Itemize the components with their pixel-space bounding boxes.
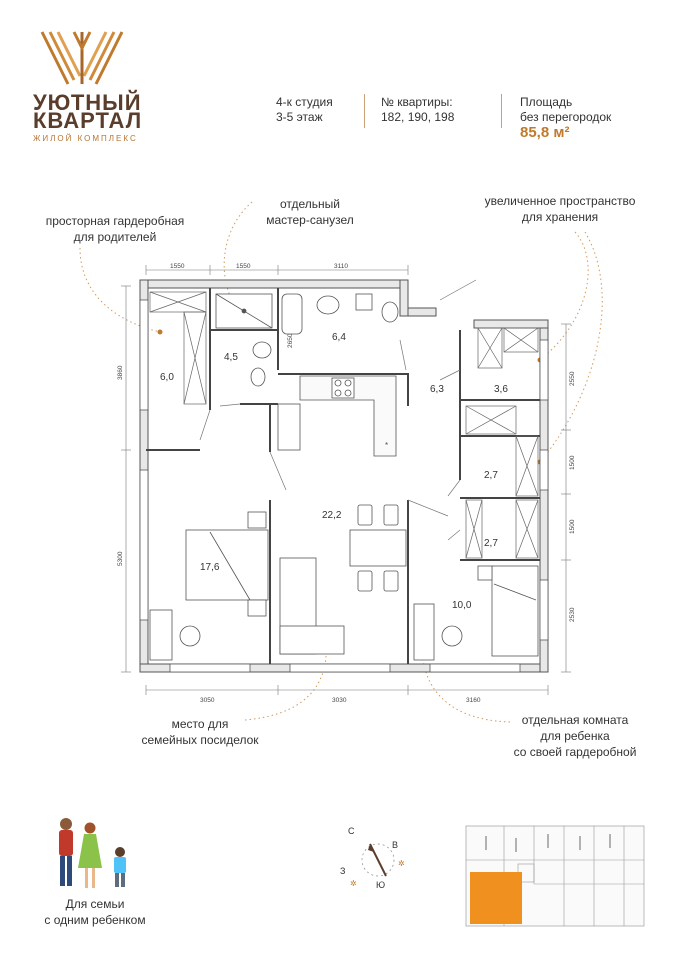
leader-storage-2 bbox=[540, 232, 602, 462]
sun-icon: ✲ bbox=[398, 859, 405, 868]
dim-bottom-3: 3160 bbox=[466, 697, 481, 704]
internal-walls bbox=[146, 288, 540, 664]
dining-set bbox=[350, 505, 406, 591]
windows bbox=[140, 300, 548, 672]
dim-right-4: 2530 bbox=[569, 607, 576, 622]
sink-icon bbox=[253, 342, 271, 358]
room-area-child-room: 10,0 bbox=[452, 600, 472, 611]
dim-bottom-2: 3030 bbox=[332, 697, 347, 704]
room-area-closet-1: 2,7 bbox=[484, 470, 498, 481]
apartment-number-label: № квартиры: bbox=[381, 95, 453, 109]
child-nightstand bbox=[478, 566, 492, 580]
room-area-wardrobe: 6,0 bbox=[160, 372, 174, 383]
sun-icon-2: ✲ bbox=[350, 879, 357, 888]
dim-bottom-1: 3050 bbox=[200, 697, 215, 704]
callout-wardrobe-line1: просторная гардеробная bbox=[45, 214, 185, 228]
master-bed bbox=[186, 512, 268, 616]
room-area-master-bath: 4,5 bbox=[224, 352, 238, 363]
sofa bbox=[280, 558, 344, 654]
father-figure bbox=[59, 818, 73, 886]
dim-left-2: 5300 bbox=[117, 551, 124, 566]
callout-family-line2: семейных посиделок bbox=[141, 733, 259, 747]
toilet-icon bbox=[251, 368, 265, 386]
family-caption-line2: с одним ребенком bbox=[44, 913, 146, 927]
svg-text:*: * bbox=[385, 441, 389, 450]
brand-line2: КВАРТАЛ bbox=[33, 108, 143, 133]
apartment-type-label: 4-к студия bbox=[276, 95, 333, 109]
child-figure bbox=[114, 847, 126, 887]
callout-wardrobe-line2: для родителей bbox=[73, 230, 157, 244]
brand-line1: УЮТНЫЙ bbox=[33, 90, 142, 115]
dim-right-2: 1500 bbox=[569, 455, 576, 470]
toilet-icon-2 bbox=[382, 302, 398, 322]
room-area-hall: 6,3 bbox=[430, 384, 444, 395]
dim-right-3: 1500 bbox=[569, 519, 576, 534]
callout-storage-line2: для хранения bbox=[521, 210, 599, 224]
apartment-number-values: 182, 190, 198 bbox=[381, 110, 455, 124]
sink-icon-2 bbox=[317, 296, 339, 314]
parent-chair bbox=[180, 626, 200, 646]
compass bbox=[334, 822, 414, 892]
compass-south: Ю bbox=[376, 880, 386, 890]
dim-top-1: 1550 bbox=[170, 263, 185, 270]
dining-table bbox=[350, 530, 406, 566]
room-area-master-bedroom: 17,6 bbox=[200, 562, 220, 573]
bathtub-icon bbox=[282, 294, 302, 334]
compass-north: С bbox=[348, 826, 355, 836]
brand-subtitle: ЖИЛОЙ КОМПЛЕКС bbox=[33, 134, 138, 143]
building-minimap bbox=[464, 824, 648, 930]
area-label-1: Площадь bbox=[520, 95, 573, 109]
washing-machine-icon bbox=[356, 294, 372, 310]
family-caption-line1: Для семьи bbox=[65, 897, 125, 911]
nightstand bbox=[248, 512, 266, 528]
callout-child-line1: отдельная комната bbox=[521, 713, 629, 727]
parent-desk bbox=[150, 610, 172, 660]
floors-label: 3-5 этаж bbox=[276, 110, 323, 124]
callout-bathroom-line1: отдельный bbox=[280, 197, 340, 211]
compass-west: З bbox=[340, 866, 346, 876]
nightstand-2 bbox=[248, 600, 266, 616]
dim-internal-1: 2650 bbox=[287, 333, 294, 348]
callout-child-line3: со своей гардеробной bbox=[513, 745, 637, 759]
room-area-storage: 3,6 bbox=[494, 384, 508, 395]
compass-east: В bbox=[392, 840, 399, 850]
apartment-highlight bbox=[470, 872, 522, 924]
room-area-closet-2: 2,7 bbox=[484, 538, 498, 549]
callout-child-line2: для ребенка bbox=[540, 729, 610, 743]
mother-figure bbox=[78, 823, 102, 889]
family-illustration bbox=[44, 812, 144, 896]
dim-left-1: 3860 bbox=[117, 365, 124, 380]
area-label-2: без перегородок bbox=[520, 110, 612, 124]
child-chair bbox=[442, 626, 462, 646]
fridge-icon bbox=[278, 404, 300, 450]
dim-top-2: 1550 bbox=[236, 263, 251, 270]
family-caption bbox=[30, 896, 160, 928]
dim-right-1: 2550 bbox=[569, 371, 576, 386]
bathroom-fixtures bbox=[216, 294, 398, 386]
room-area-bathroom: 6,4 bbox=[332, 332, 346, 343]
room-area-living: 22,2 bbox=[322, 510, 342, 521]
child-desk bbox=[414, 604, 434, 660]
area-value: 85,8 м² bbox=[520, 124, 570, 141]
child-bed bbox=[478, 566, 538, 656]
callout-storage-line1: увеличенное пространство bbox=[484, 194, 636, 208]
callout-family-line1: место для bbox=[171, 717, 229, 731]
callout-bathroom-line2: мастер-санузел bbox=[266, 213, 354, 227]
dim-top-3: 3110 bbox=[334, 263, 348, 270]
kitchen bbox=[278, 376, 396, 456]
leader-dot-wardrobe bbox=[158, 330, 163, 335]
